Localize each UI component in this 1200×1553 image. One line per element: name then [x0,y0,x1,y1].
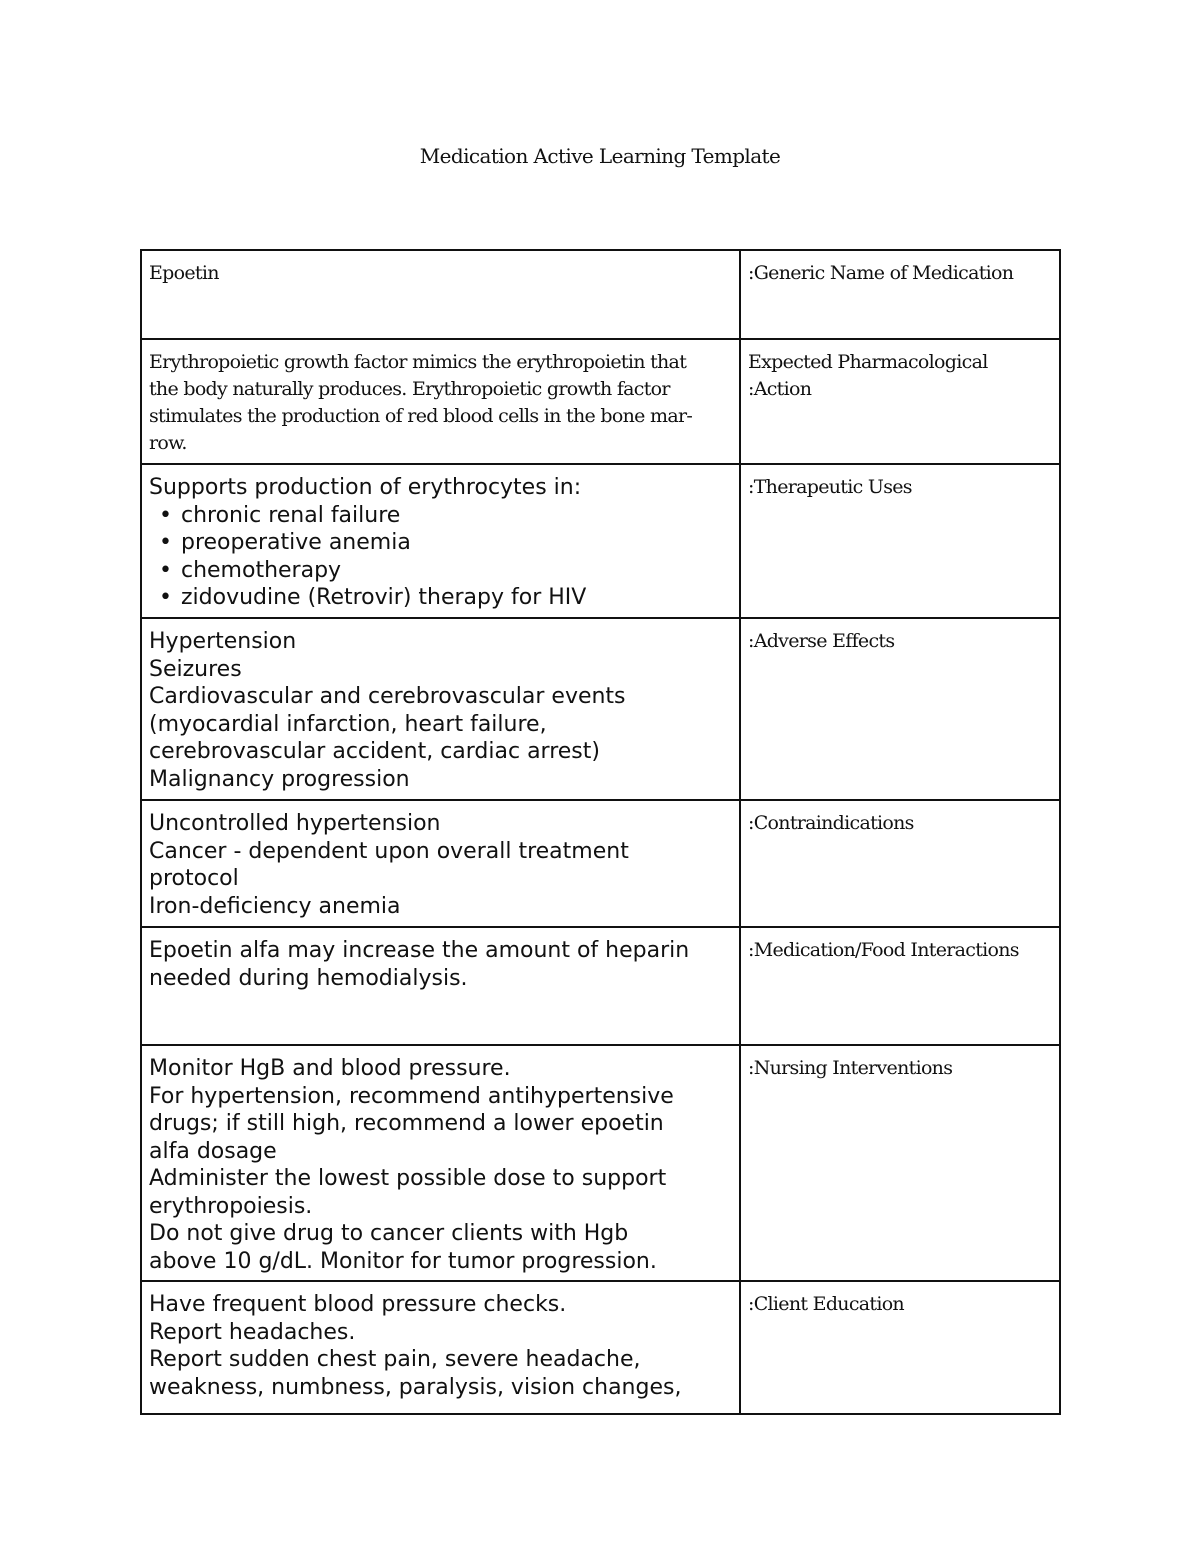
table-row-interactions [141,927,1060,1045]
content-line: Supports production of erythrocytes in: [149,475,582,500]
content-line: alfa dosage [149,1138,277,1164]
list-item: • zidovudine (Retrovir) therapy for HIV [149,584,732,612]
content-line: the body naturally produces. Erythropoietic growth factor [149,378,670,400]
contraindications-value [141,800,740,927]
content-line: Monitor HgB and blood pressure. [149,1056,511,1081]
content-line: protocol [149,866,239,891]
nursing-interventions-label [740,1045,1060,1281]
row-label: :Nursing Interventions [748,1057,953,1079]
content-line: weakness, numbness, paralysis, vision changes, [149,1374,682,1400]
content-line: For hypertension, recommend antihypertensive [149,1083,674,1109]
table-row-adverse-effects [141,618,1060,800]
content-line: Malignancy progression [149,766,410,792]
content-line: Seizures [149,656,242,682]
client-education-value [141,1281,740,1414]
content-line: above 10 g/dL. Monitor for tumor progression. [149,1248,657,1274]
content-line: Uncontrolled hypertension [149,811,441,836]
content-line: Iron-deficiency anemia [149,893,401,919]
content-line: Administer the lowest possible dose to support [149,1166,667,1191]
table-row-therapeutic-uses [141,464,1060,618]
therapeutic-uses-value [141,464,740,618]
adverse-effects-label [740,618,1060,800]
content-line: Cardiovascular and cerebrovascular events [149,684,626,709]
table-row-nursing-interventions [141,1045,1060,1281]
generic-name-value [141,250,740,339]
nursing-interventions-value [141,1045,740,1281]
content-line: stimulates the production of red blood cells in the bone mar- [149,405,693,427]
content-line: (myocardial infarction, heart failure, [149,711,547,737]
table-row-contraindications [141,800,1060,927]
content-line: Do not give drug to cancer clients with Hgb [149,1221,629,1246]
table-row-client-education [141,1281,1060,1414]
content-line: cerebrovascular accident, cardiac arrest) [149,739,600,764]
row-label: :Adverse Effects [748,630,895,652]
generic-name-label [740,250,1060,339]
expected-action-value [141,339,740,464]
list-item: • preoperative anemia [149,529,732,557]
content-line: drugs; if still high, recommend a lower epoetin [149,1111,664,1136]
row-label: :Medication/Food Interactions [748,939,1019,961]
row-label: :Generic Name of Medication [748,262,1014,284]
content-line: Report headaches. [149,1319,356,1345]
row-label: :Therapeutic Uses [748,476,912,498]
medication-table [140,249,1061,1415]
row-label: :Contraindications [748,812,914,834]
content-line: Erythropoietic growth factor mimics the erythropoietin that [149,351,687,373]
row-label: Expected Pharmacological [748,351,988,373]
row-label: :Action [748,378,812,400]
table-row-generic-name [141,250,1060,339]
content-line: Hypertension [149,629,297,654]
content-line: erythropoiesis. [149,1193,313,1219]
adverse-effects-value [141,618,740,800]
content-line: Have frequent blood pressure checks. [149,1292,567,1317]
client-education-label [740,1281,1060,1414]
expected-action-label [740,339,1060,464]
list-item: • chronic renal failure [149,502,732,530]
interactions-value [141,927,740,1045]
list-item: • chemotherapy [149,557,732,585]
row-label: :Client Education [748,1293,904,1315]
content-line: Cancer - dependent upon overall treatment [149,838,629,864]
content-line: needed during hemodialysis. [149,965,468,991]
interactions-label [740,927,1060,1045]
table-row-expected-action [141,339,1060,464]
content-line: row. [149,432,187,454]
contraindications-label [740,800,1060,927]
content-line: Epoetin alfa may increase the amount of heparin [149,938,690,963]
therapeutic-uses-label [740,464,1060,618]
content-line: Epoetin [149,262,219,284]
content-line: Report sudden chest pain, severe headache, [149,1347,641,1372]
document-title: Medication Active Learning Template [419,144,781,168]
